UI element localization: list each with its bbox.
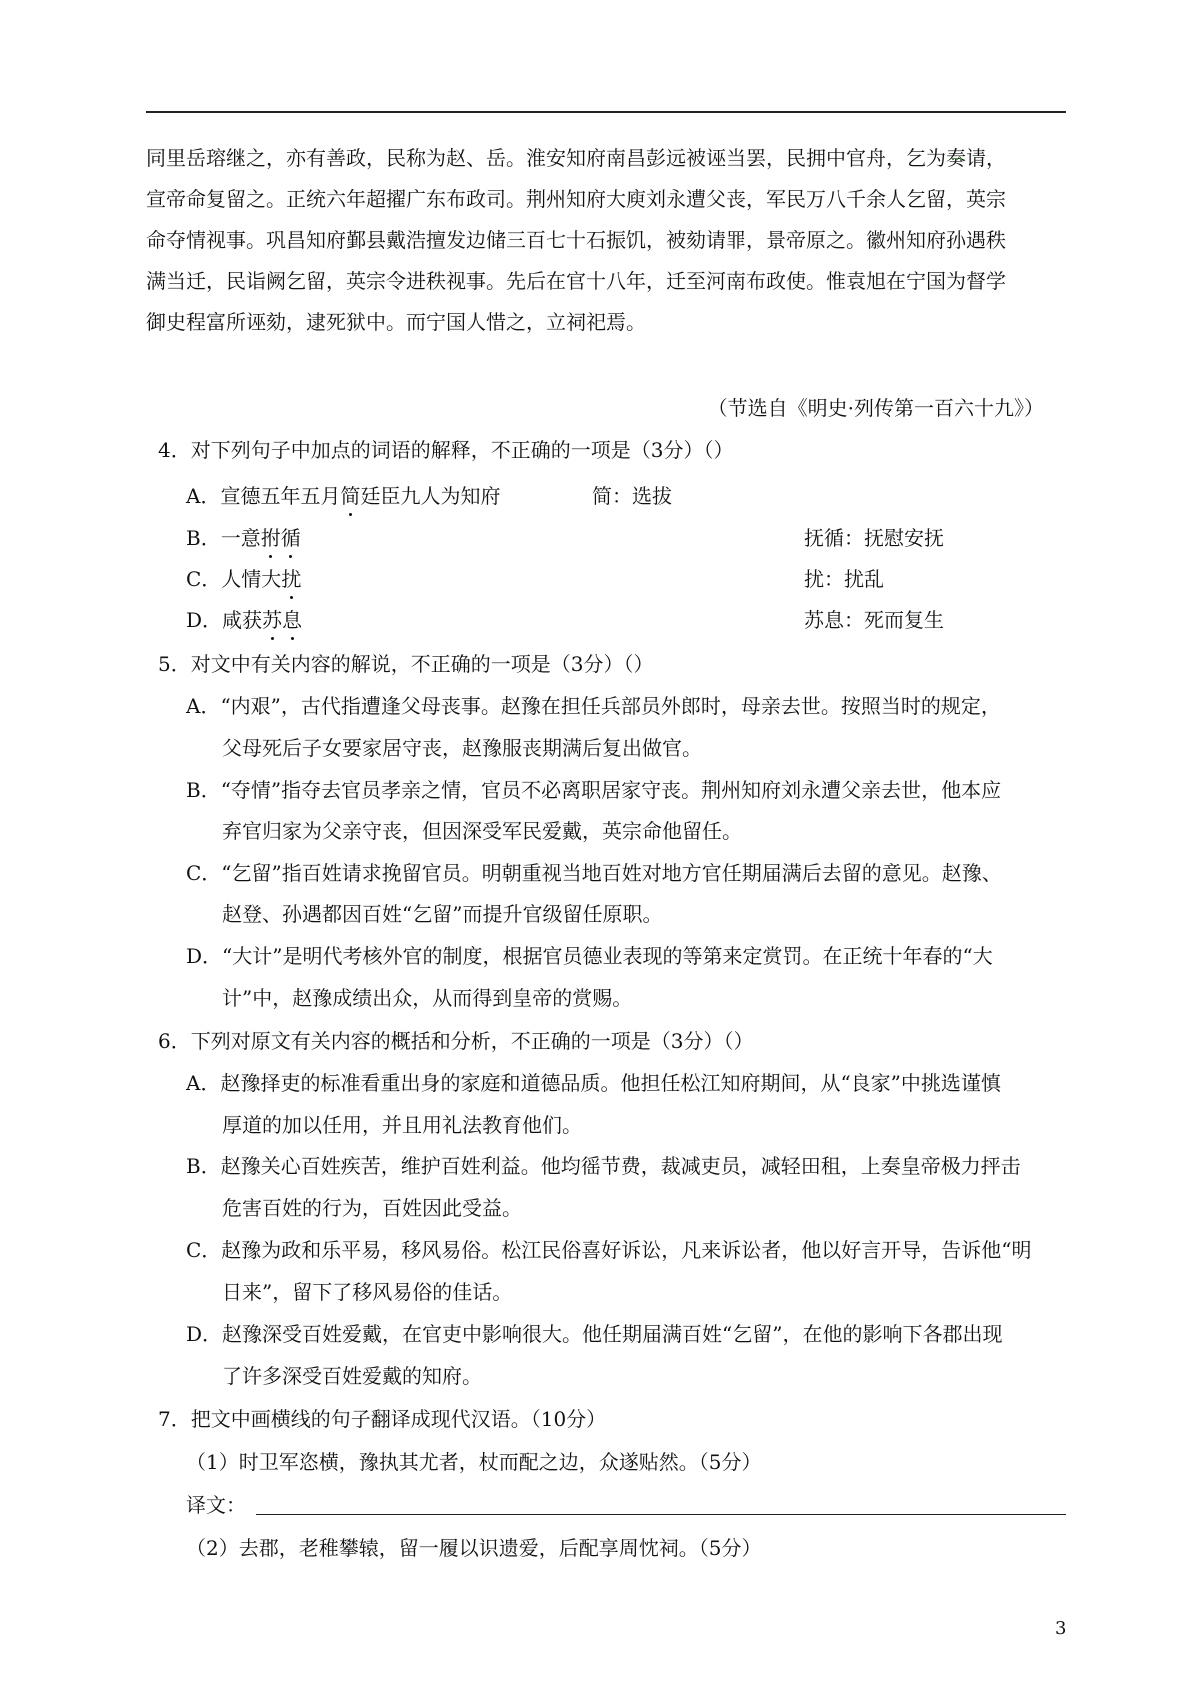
question-5-stem: 5．对文中有关内容的解说，不正确的一项是（3分）（）	[158, 652, 654, 676]
option-text: C．人情大	[186, 567, 282, 591]
option-text: A．宣德五年五月	[186, 484, 341, 508]
question-5-option-c: C．“乞留”指百姓请求挽留官员。明朝重视当地百姓对地方官任期届满后去留的意见。赵豫、	[186, 861, 1002, 885]
passage-line: 宣帝命复留之。正统六年超擢广东布政司。荆州知府大庾刘永遭父丧，军民万八千余人乞留，英宗	[146, 187, 1006, 211]
dotted-char: 息	[282, 604, 302, 633]
question-6-option-d-cont: 了许多深受百姓爱戴的知府。	[222, 1364, 482, 1388]
question-7-stem: 7．把文中画横线的句子翻译成现代汉语。（10分）	[158, 1407, 607, 1431]
passage-paragraph	[146, 138, 1071, 343]
passage-line: 满当迁，民诣阙乞留，英宗令进秩视事。先后在官十八年，迁至河南布政使。惟袁旭在宁国为督学	[146, 269, 1006, 293]
dotted-char: 拊	[261, 522, 281, 551]
question-6-option-a-cont: 厚道的加以任用，并且用礼法教育他们。	[222, 1113, 582, 1137]
question-4-gloss-d: 苏息：死而复生	[804, 608, 944, 632]
answer-label: 译文：	[186, 1493, 246, 1517]
question-6-option-a: A．赵豫择吏的标准看重出身的家庭和道德品质。他担任松江知府期间，从“良家”中挑选谨慎	[186, 1071, 1001, 1095]
question-4-stem: 4．对下列句子中加点的词语的解释，不正确的一项是（3分）（）	[158, 438, 734, 462]
passage-line: 御史程富所诬劾，逮死狱中。而宁国人惜之，立祠祀焉。	[146, 310, 646, 334]
question-5-option-a: A．“内艰”，古代指遭逢父母丧事。赵豫在担任兵部员外郎时，母亲去世。按照当时的规定，	[186, 694, 1001, 718]
question-6-stem: 6．下列对原文有关内容的概括和分析，不正确的一项是（3分）（）	[158, 1029, 754, 1053]
passage-line: 命夺情视事。巩昌知府鄞县戴浩擅发边储三百七十石振饥，被劾请罪，景帝原之。徽州知府孙遇秩	[146, 228, 1006, 252]
question-4-gloss-b: 抚循：抚慰安抚	[804, 526, 944, 550]
question-5-option-c-cont: 赵登、孙遇都因百姓“乞留”而提升官级留任原职。	[222, 902, 663, 926]
question-6-option-d: D．赵豫深受百姓爱戴，在官吏中影响很大。他任期届满百姓“乞留”，在他的影响下各郡出现	[186, 1322, 1003, 1346]
question-5-option-b-cont: 弃官归家为父亲守丧，但因深受军民爱戴，英宗命他留任。	[222, 819, 742, 843]
question-6-option-c-cont: 日来”，留下了移风易俗的佳话。	[222, 1280, 513, 1304]
question-7-sentence-1: （1）时卫军恣横，豫执其尤者，杖而配之边，众遂贴然。（5分）	[186, 1450, 762, 1474]
edit-mark	[952, 158, 962, 163]
question-6-option-b-cont: 危害百姓的行为，百姓因此受益。	[222, 1196, 522, 1220]
passage-source: （节选自《明史·列传第一百六十九》）	[707, 396, 1044, 420]
question-4-gloss-c: 扰：扰乱	[804, 567, 884, 591]
option-text: D．咸获	[186, 608, 263, 632]
question-4-option-c	[186, 563, 301, 592]
question-7-sentence-2: （2）去郡，老稚攀辕，留一履以识遗爱，后配享周忱祠。（5分）	[186, 1536, 762, 1560]
question-5-option-b: B．“夺情”指夺去官员孝亲之情，官员不必离职居家守丧。荆州知府刘永遭父亲去世，他本应	[186, 778, 1002, 802]
question-5-option-d-cont: 计”中，赵豫成绩出众，从而得到皇帝的赏赐。	[222, 986, 633, 1010]
dotted-char: 简	[340, 480, 360, 509]
passage-line: 同里岳瑢继之，亦有善政，民称为赵、岳。淮安知府南昌彭远被诬当罢，民拥中官舟，乞为奏请，	[146, 146, 1006, 170]
dotted-char: 循	[281, 522, 301, 551]
question-4-gloss-a: 简：选拔	[592, 484, 672, 508]
answer-line[interactable]	[256, 1514, 1066, 1515]
question-5-option-a-cont: 父母死后子女要家居守丧，赵豫服丧期满后复出做官。	[222, 736, 702, 760]
header-rule	[146, 111, 1066, 113]
question-6-option-b: B．赵豫关心百姓疾苦，维护百姓利益。他均徭节费，裁减吏员，减轻田租，上奏皇帝极力抨击	[186, 1154, 1021, 1178]
dotted-char: 扰	[281, 563, 301, 592]
page-number: 3	[1055, 1618, 1067, 1639]
option-text: 廷臣九人为知府	[360, 484, 501, 508]
option-text: B．一意	[186, 526, 261, 550]
question-4-option-d	[186, 604, 302, 633]
dotted-char: 苏	[262, 604, 282, 633]
question-4-option-b	[186, 522, 301, 551]
question-5-option-d: D．“大计”是明代考核外官的制度，根据官员德业表现的等第来定赏罚。在正统十年春的“大	[186, 944, 993, 968]
question-4-option-a	[186, 480, 500, 509]
question-6-option-c: C．赵豫为政和乐平易，移风易俗。松江民俗喜好诉讼，凡来诉讼者，他以好言开导，告诉他“明	[186, 1238, 1032, 1262]
